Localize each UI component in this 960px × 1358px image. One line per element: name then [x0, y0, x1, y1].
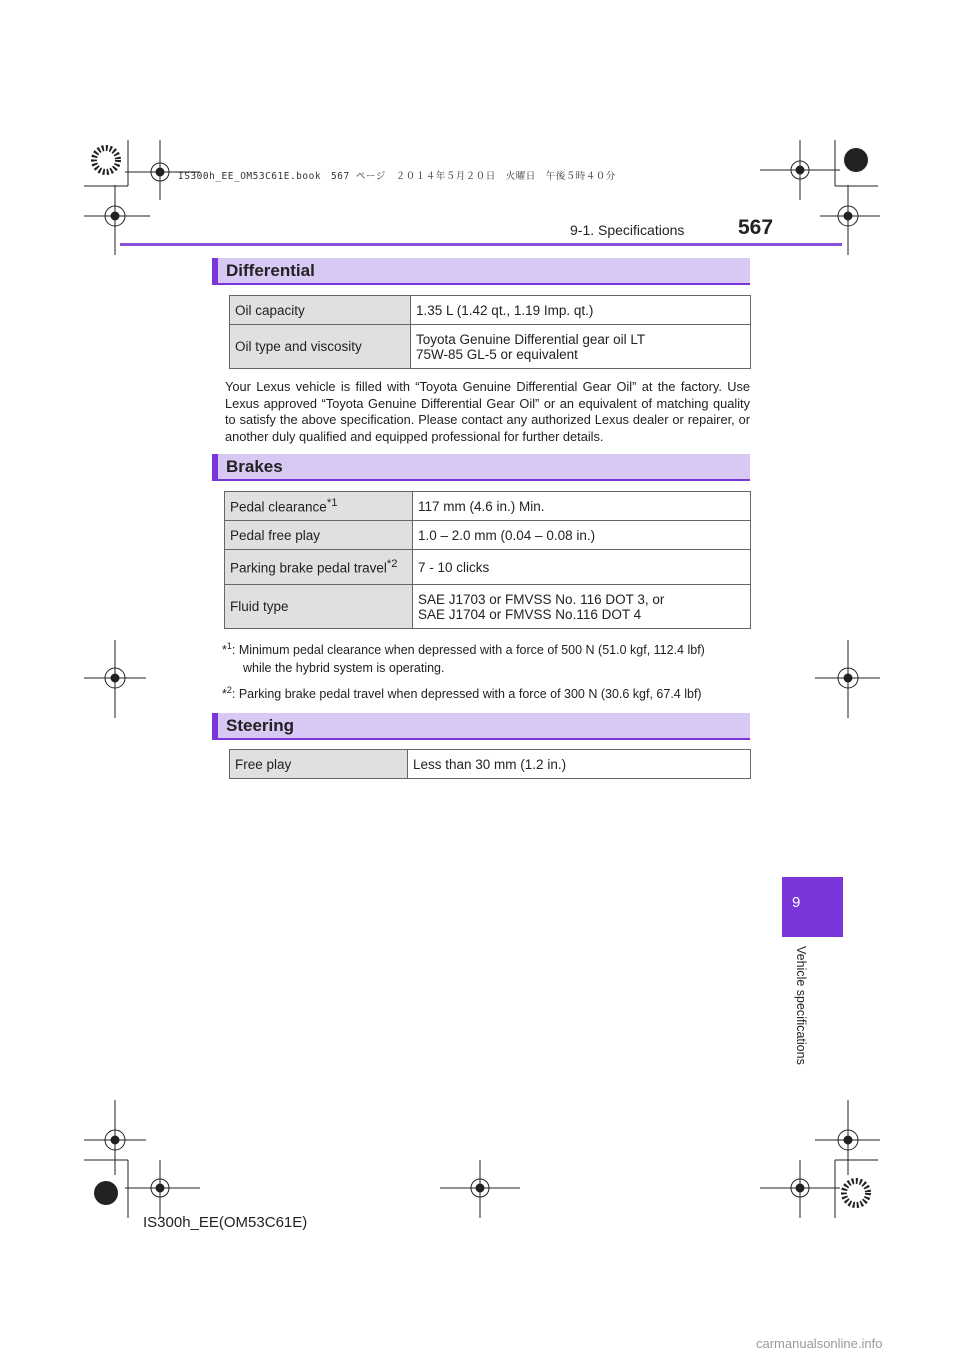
page-number: 567 — [738, 216, 774, 239]
value-line: Toyota Genuine Differential gear oil LT — [416, 331, 646, 347]
footnote-number: 1 — [226, 641, 232, 651]
table-row — [230, 325, 751, 369]
row-label: Oil type and viscosity — [230, 325, 411, 369]
value-line: SAE J1703 or FMVSS No. 116 DOT 3, or — [418, 591, 665, 607]
footnote-text: : Minimum pedal clearance when depressed with a force of 500 N (51.0 kgf, 112.4 lbf) — [231, 643, 705, 658]
chapter-label: Vehicle specifications — [794, 946, 808, 1065]
row-label: Free play — [230, 750, 408, 779]
row-value: 117 mm (4.6 in.) Min. — [413, 492, 751, 521]
row-label: Pedal free play — [225, 521, 413, 550]
section-title: Brakes — [226, 457, 283, 476]
row-value — [413, 585, 751, 629]
row-value: 1.35 L (1.42 qt., 1.19 Imp. qt.) — [411, 296, 751, 325]
value-line: SAE J1704 or FMVSS No.116 DOT 4 — [418, 606, 642, 622]
row-label — [225, 550, 413, 585]
footnote-text: while the hybrid system is operating. — [243, 661, 445, 676]
label-text: Parking brake pedal travel — [230, 560, 387, 576]
footnote-mark: * — [222, 687, 227, 702]
table-row — [225, 550, 751, 585]
value-line: 75W-85 GL-5 or equivalent — [416, 346, 578, 362]
footnote-mark: * — [222, 643, 227, 658]
section-heading-brakes — [212, 454, 750, 481]
row-value: Less than 30 mm (1.2 in.) — [408, 750, 751, 779]
footnote-ref: *2 — [386, 558, 398, 571]
section-heading-differential — [212, 258, 750, 285]
row-value: 7 - 10 clicks — [413, 550, 751, 585]
label-text: Pedal clearance — [230, 499, 327, 515]
section-heading-steering — [212, 713, 750, 740]
section-title: Differential — [226, 261, 315, 280]
table-row — [225, 585, 751, 629]
header-section-title: 9-1. Specifications — [570, 222, 685, 238]
brakes-table — [224, 491, 751, 629]
table-row — [230, 750, 751, 779]
footnote-1 — [222, 637, 752, 677]
footer-code: IS300h_EE(OM53C61E) — [143, 1214, 308, 1231]
steering-table — [229, 749, 751, 779]
row-value — [411, 325, 751, 369]
header-divider — [120, 243, 842, 246]
differential-note: Your Lexus vehicle is filled with “Toyota Genuine Differential Gear Oil” at the factory. Use Lexus approved “Toyota Genuine Differential Gear Oil” or an equivalent of matching quality to satisfy the above specification. Please contact any authorized Lexus dealer or repairer, or another duly qualified and equipped professional for further details. — [225, 379, 750, 444]
row-label: Fluid type — [225, 585, 413, 629]
chapter-number: 9 — [792, 894, 801, 911]
table-row — [225, 492, 751, 521]
footnote-number: 2 — [226, 685, 232, 695]
table-row — [230, 296, 751, 325]
row-label: Oil capacity — [230, 296, 411, 325]
footnote-ref: *1 — [326, 497, 338, 510]
footnote-2 — [222, 681, 752, 703]
watermark: carmanualsonline.info — [756, 1336, 883, 1351]
print-mark: IS300h_EE_OM53C61E.book 567 ページ ２０１４年５月２０日 火曜日 午後５時４０分 — [178, 171, 616, 182]
row-value: 1.0 – 2.0 mm (0.04 – 0.08 in.) — [413, 521, 751, 550]
differential-table — [229, 295, 751, 369]
section-title: Steering — [226, 716, 295, 735]
table-row — [225, 521, 751, 550]
footnote-text: : Parking brake pedal travel when depressed with a force of 300 N (30.6 kgf, 67.4 lbf) — [231, 687, 702, 702]
row-label — [225, 492, 413, 521]
